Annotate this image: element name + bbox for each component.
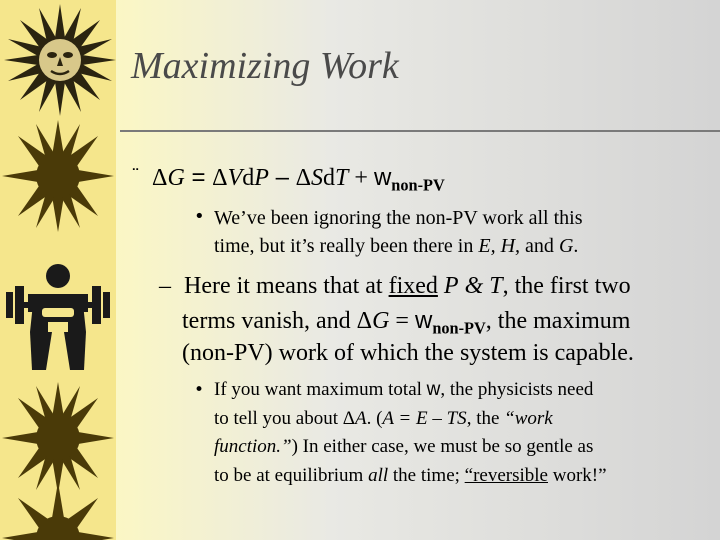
sun-icon	[0, 380, 116, 496]
weightlifter-icon	[6, 262, 110, 372]
text-line: terms vanish, and $\Delta G = w_{non-PV}$, the maximum	[182, 307, 631, 338]
text-line: to be at equilibrium all the time; “reversible work!”	[214, 465, 607, 486]
sun-icon	[2, 2, 118, 118]
text-line: to tell you about ΔA. (A = E – TS, the “work	[214, 408, 553, 429]
level3-dash: –	[159, 273, 171, 299]
equation-line: $\Delta G = \Delta VdP - \Delta SdT + w_{non-PV}$	[152, 164, 445, 195]
title-divider	[120, 130, 720, 132]
text-line: function.”) In either case, we must be so gentle as	[214, 436, 594, 457]
text-line: Here it means that at fixed P & T, the first two	[184, 273, 631, 299]
slide-title: Maximizing Work	[131, 45, 399, 87]
level1-bullet: ¨	[131, 166, 140, 187]
level4-bullet: •	[194, 380, 205, 400]
level2-bullet: •	[194, 206, 205, 227]
text-line: (non-PV) work of which the system is capable.	[182, 340, 634, 366]
sun-icon	[0, 118, 116, 234]
text-line: We’ve been ignoring the non-PV work all this	[214, 207, 583, 229]
text-line: If you want maximum total w, the physicists need	[214, 379, 594, 400]
sun-icon	[0, 480, 116, 540]
text-line: time, but it’s really been there in E, H, and G.	[214, 235, 579, 257]
